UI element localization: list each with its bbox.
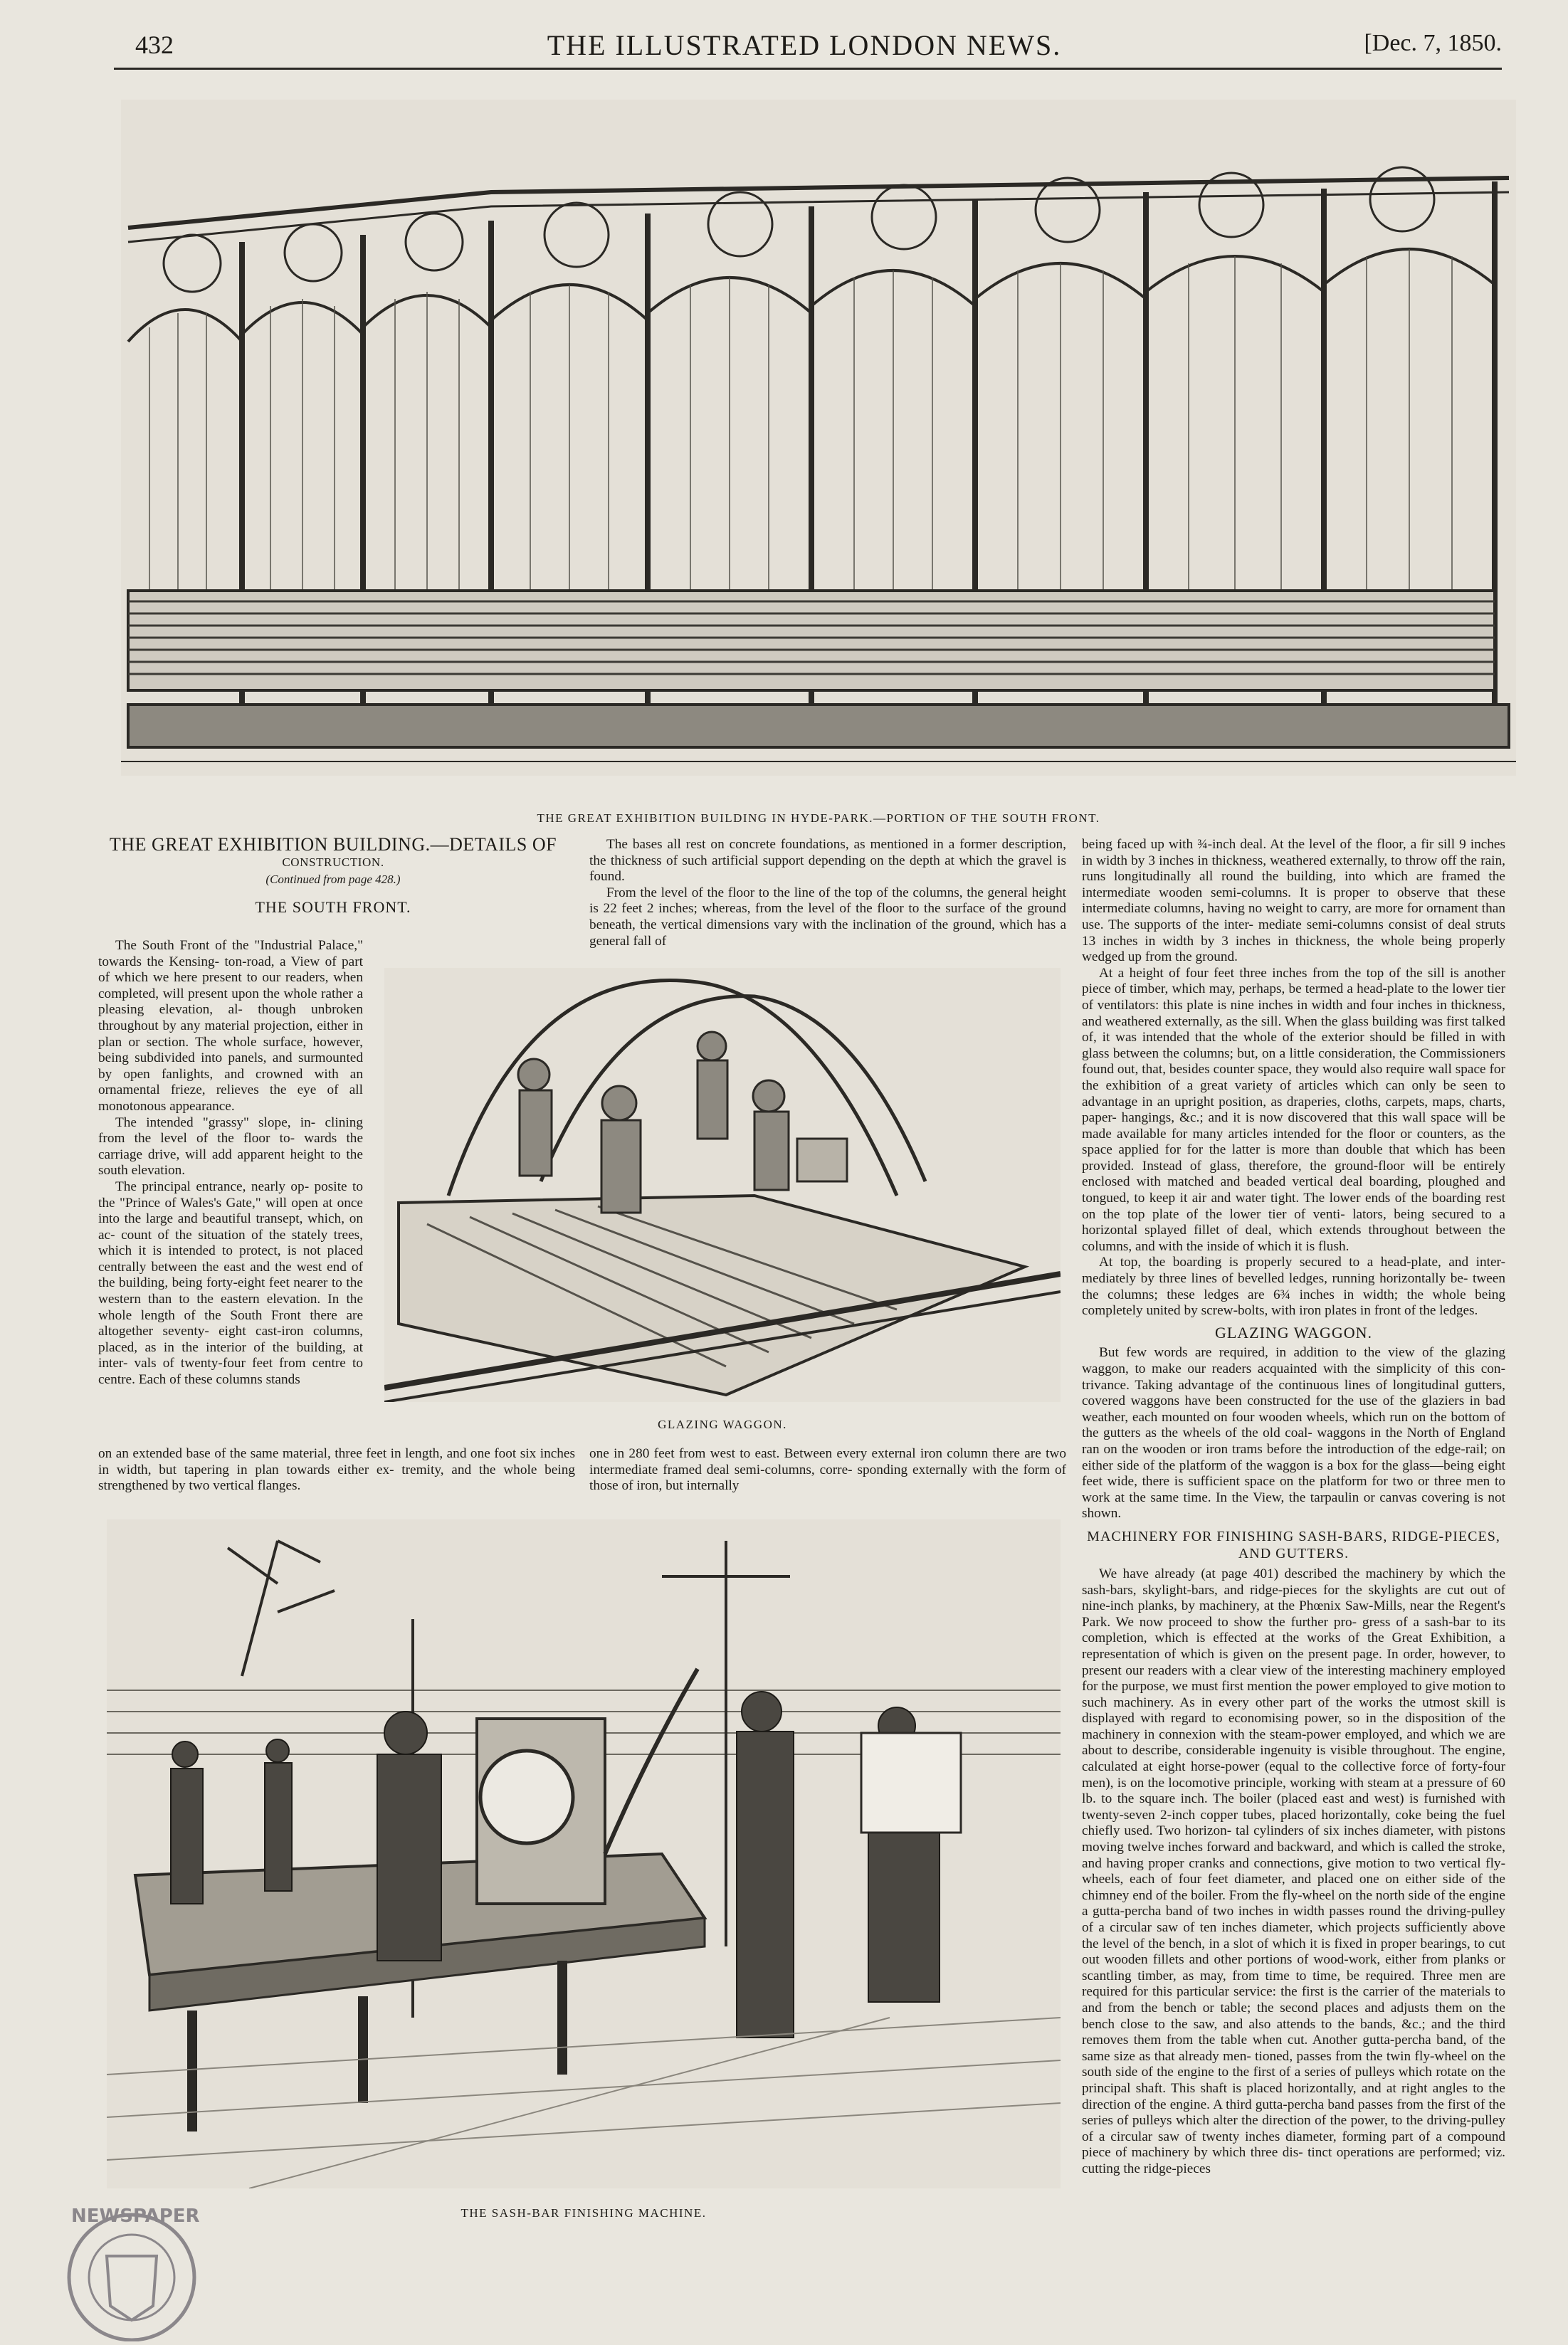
paragraph: At a height of four feet three inches from the top of the sill is another piece of timber, which may, perhaps, be termed a head-plate to the lower tier of ventilators: this plate is nine inches in width and four inches in thickness, and weathered externally, as the sill. When the glass building was first talked of, it was intended that the whole of the exterior should be filled in with glass between the columns; but, on a little consideration, the Commissioners found out, that, besides counter space, they would also require wall space for the exhibition of a great variety of articles which can only be seen to advantage in an upright position, as draperies, cloths, carpets, maps, charts, paper- hangings, &c.; and it is now discovered that this wall space will be made available for many articles intended for the floor or counters, as the space applied for for the latter is more than double that which has been provided. Instead of glass, therefore, the ground-floor will be entirely enclosed with matched and beaded vertical deal boarding, ploughed and tongued, to keep it air and water tight. The lower ends of the boarding rest on the top plate of the lower tier of venti- lators, being secured to a horizontal splayed fillet of deal, which extends throughout between the columns, and with the inside of which it is flush. <box>1082 965 1505 1254</box>
sash-bar-machine-caption: THE SASH-BAR FINISHING MACHINE. <box>461 2206 707 2220</box>
article-column-2-bottom <box>589 1446 1066 1495</box>
masthead-rule <box>114 68 1502 70</box>
article-subtitle: CONSTRUCTION. <box>282 855 384 869</box>
article-column-1 <box>98 834 568 919</box>
issue-date: [Dec. 7, 1850. <box>1364 30 1502 56</box>
paragraph: The South Front of the "Industrial Palace," towards the Kensing- ton-road, a View of part of which we here present to our readers, when completed, will present upon the whole rather a pleasing elevation, al- though unbroken throughout by any material projection, either in plan or section. The whole surface, however, being subdivided into panels, and surmounted by open fanlights, and crowned with an ornamental frieze, relieves the eye of all monotonous appearance. <box>98 938 363 1114</box>
continued-note: (Continued from page 428.) <box>265 873 401 887</box>
paragraph: We have already (at page 401) described the machinery by which the sash-bars, skylight-bars, and ridge-pieces for the skylights are cut out of nine-inch planks, by machinery, at the Phœnix Saw-Mills, near the Regent's Park. We now proceed to show the further pro- gress of a sash-bar to its completion, which is effected at the works of the Great Exhibition, a representation of which is given on the present page. In order, however, to present our readers with a clear view of the interesting machinery employed for the purpose, we must first mention the power employed to give motion to such machinery. As in every other part of the works the utmost skill is displayed with regard to economising power, so in the disposition of the machinery in connexion with the steam-power employed, and which we are about to describe, considerable ingenuity is visible throughout. The engine, calculated at eight horse-power (equal to the collective force of forty-four men), is on the locomotive principle, working with steam at a pressure of 60 lb. to the square inch. The boiler (placed east and west) is furnished with twenty-seven 2-inch copper tubes, placed horizontally, coke being the fuel chiefly used. Two horizon- tal cylinders of six inches diameter, with pistons moving twelve inches forward and backward, and which is called the stroke, and having proper cranks and connections, give motion to two vertical fly-wheels, each of four feet diameter, and placed one on either side of the chimney end of the boiler. From the fly-wheel on the north side of the engine a gutta-percha band of two inches in width passes round the driving-pulley of a circular saw of ten inches diameter, which projects sufficiently above the level of the bench, in a slot of which it is fixed in proper bearings, to cut out wooden fillets and other portions of wood-work, either from planks or scantling timber, as may, from time to time, be required. Three men are required for this particular service: the first is the carrier of the materials to and from the bench or table; the second places and adjusts them on the bench close to the saw, and also attends to the bands, &c.; and the third removes them from the table when cut. Another gutta-percha band, of the same size as that already men- tioned, passes from the twin fly-wheel on the south side of the engine to the first of a series of pulleys which rotate on the principal shaft. This shaft is placed horizontally, and at right angles to the direction of the engine. A third gutta-percha band passes from the first of the series of pulleys which alter the direction of the power, to the driving-pulley of a circular saw of twenty inches diameter, forming part of a compound piece of machinery by which three dis- tinct operations are performed; viz. cutting the ridge-pieces <box>1082 1566 1505 2176</box>
paragraph: The intended "grassy" slope, in- clining from the level of the floor to- wards the carriage drive, will add apparent height to the south elevation. <box>98 1114 363 1179</box>
article-title: THE GREAT EXHIBITION BUILDING.—DETAILS OF <box>109 834 557 855</box>
page-number: 432 <box>135 31 174 59</box>
sash-bar-machine-engraving <box>107 1519 1061 2188</box>
paragraph: From the level of the floor to the line of the top of the columns, the general height is 22 feet 2 inches; whereas, from the level of the floor to the surface of the ground beneath, the vertical dimensions vary with the inclination of the ground, which has a general fall of <box>589 885 1066 949</box>
paragraph: At top, the boarding is properly secured to a head-plate, and inter- mediately by three lines of bevelled ledges, running horizontally be- tween the columns; these ledges are 6¾ inches in width; the whole being completely united by screw-bolts, with iron plates in front of the ledges. <box>1082 1255 1505 1319</box>
section-heading-glazing-waggon: GLAZING WAGGON. <box>1214 1323 1373 1342</box>
paragraph: The bases all rest on concrete foundations, as mentioned in a former description, the thickness of such artificial support depending on the depth at which the gravel is found. <box>589 837 1066 885</box>
article-column-1-body <box>98 938 363 1388</box>
masthead <box>107 21 1502 65</box>
glazing-waggon-engraving <box>384 968 1061 1402</box>
newspaper-title: THE ILLUSTRATED LONDON NEWS. <box>547 29 1062 61</box>
paragraph: one in 280 feet from west to east. Between every external iron column there are two intermediate framed deal semi-columns, corre- sponding externally with the form of those of iron, but internally <box>589 1446 1066 1494</box>
section-heading-machinery: MACHINERY FOR FINISHING SASH-BARS, RIDGE-PIECES, AND GUTTERS. <box>1087 1528 1500 1561</box>
paragraph: The principal entrance, nearly op- posite to the "Prince of Wales's Gate," will open at once into the large and beautiful transept, which, on ac- count of the situation of the stately trees, which it is intended to protect, is not placed centrally between the east and the west end of the building, being forty-eight feet nearer to the western than to the eastern elevation. In the whole length of the South Front there are altogether seventy- eight cast-iron columns, placed, as in the interior of the building, at inter- vals of twenty-four feet from centre to centre. Each of these columns stands <box>98 1179 363 1388</box>
section-heading-south-front: THE SOUTH FRONT. <box>255 897 411 916</box>
article-column-3 <box>1082 837 1505 2178</box>
library-stamp <box>57 2199 206 2341</box>
svg-text:NEWSPAPER: NEWSPAPER <box>71 2206 200 2227</box>
glazing-waggon-caption: GLAZING WAGGON. <box>658 1418 787 1431</box>
paragraph: being faced up with ¾-inch deal. At the level of the floor, a fir sill 9 inches in width by 3 inches in thickness, weathered externally, to throw off the rain, runs longitudinally all round the building, into which are framed the intermediate wooden semi-columns. It is proper to observe that these intermediate columns, having no weight to carry, are more for ornament than use. The supports of the inter- mediate semi-columns consist of deal struts 13 inches in width by 3 inches in thickness, the whole being properly wedged up from the ground. <box>1082 837 1505 965</box>
south-front-caption: THE GREAT EXHIBITION BUILDING IN HYDE-PARK.—PORTION OF THE SOUTH FRONT. <box>537 811 1100 825</box>
article-column-2-top <box>589 837 1066 949</box>
south-front-engraving <box>121 100 1516 776</box>
article-column-1-wide <box>98 1446 575 1495</box>
paragraph: on an extended base of the same material, three feet in length, and one foot six inches in width, but tapering in plan towards either ex- tremity, and the whole being strengthened by two vertical flanges. <box>98 1446 575 1494</box>
paragraph: But few words are required, in addition to the view of the glazing waggon, to make our readers acquainted with the simplicity of this con- trivance. Taking advantage of the continuous lines of longitudinal gutters, covered waggons have been constructed for the use of the glaziers in bad weather, each mounted on four wooden wheels, which run on the bottom of the gutters as the wheels of the old coal- waggons in the North of England ran on the wooden or iron trams before the introduction of the edge-rail; on either side of the platform of the waggon is a box for the glass—being eight feet wide, there is sufficient space on the platform for two or three men to work at the same time. In the View, the tarpaulin or canvas covering is not shown. <box>1082 1345 1505 1522</box>
